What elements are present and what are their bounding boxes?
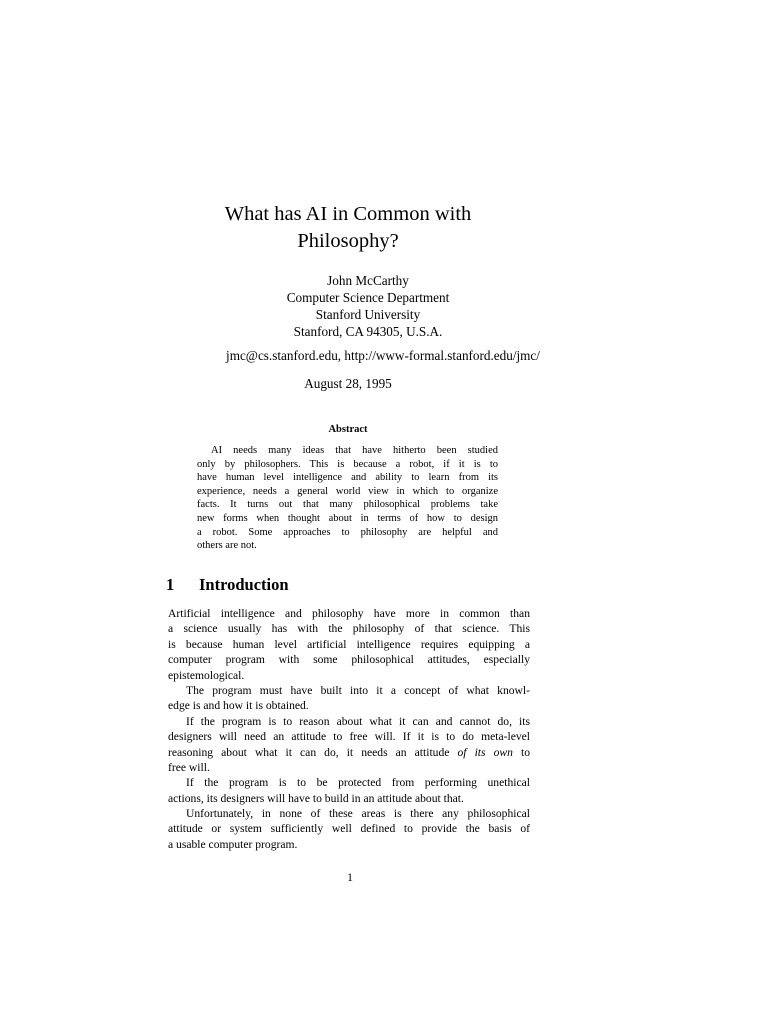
body-line: free will. — [168, 760, 210, 774]
abstract-line: facts. It turns out that many philosophical problems take — [197, 499, 498, 511]
body-line: epistemological. — [168, 668, 245, 682]
author-contact: jmc@cs.stanford.edu, http://www-formal.stanford.edu/jmc/ — [226, 348, 540, 363]
body-line: designers will need an attitude to free will. If it is to do meta-level — [168, 730, 530, 744]
body-line: The program must have built into it a concept of what knowl- — [186, 683, 530, 697]
abstract-line: experience, needs a general world view in which to organize — [197, 485, 498, 497]
paper-date: August 28, 1995 — [304, 376, 392, 391]
abstract-heading: Abstract — [328, 424, 368, 435]
body-line: is because human level artificial intelligence requires equipping a — [168, 637, 530, 651]
author-department: Computer Science Department — [286, 290, 450, 305]
body-line: If the program is to reason about what it can and cannot do, its — [186, 714, 530, 728]
abstract-body — [197, 444, 498, 553]
body-text-segment: reasoning about what it can do, it needs an attitude — [168, 745, 450, 759]
section-title: Introduction — [199, 575, 289, 594]
body-line: Artificial intelligence and philosophy have more in common than — [168, 607, 530, 620]
body-line: edge is and how it is obtained. — [168, 699, 309, 713]
body-line: actions, its designers will have to build in an attitude about that. — [168, 791, 464, 805]
body-text-segment: to — [520, 745, 530, 759]
page-number: 1 — [347, 871, 353, 884]
abstract-line: others are not. — [197, 540, 257, 552]
author-name: John McCarthy — [327, 273, 409, 288]
abstract-line: a robot. Some approaches to philosophy are helpful and — [197, 526, 498, 538]
author-address: Stanford, CA 94305, U.S.A. — [293, 324, 443, 339]
paper-title-line-1: What has AI in Common with — [224, 203, 472, 225]
abstract-line: have human level intelligence and ability to learn from its — [197, 472, 498, 484]
body-line: a usable computer program. — [168, 837, 298, 851]
body-line: If the program is to be protected from performing unethical — [186, 776, 530, 790]
paper-title-line-2: Philosophy? — [297, 230, 399, 252]
section-body — [168, 606, 530, 852]
abstract-line: AI needs many ideas that have hitherto been studied — [211, 445, 498, 456]
abstract-line: new forms when thought about in terms of how to design — [197, 512, 498, 524]
emphasis-text: of its own — [457, 745, 513, 759]
body-line: computer program with some philosophical attitudes, especially — [168, 653, 530, 667]
body-line: Unfortunately, in none of these areas is there any philosophical — [186, 807, 530, 821]
body-line-mixed — [168, 745, 530, 760]
section-heading — [166, 575, 546, 595]
abstract-line: only by philosophers. This is because a robot, if it is to — [197, 458, 498, 470]
body-line: attitude or system sufficiently well defined to provide the basis of — [168, 822, 530, 836]
body-line: a science usually has with the philosophy of that science. This — [168, 622, 530, 636]
section-number: 1 — [166, 575, 175, 594]
author-university: Stanford University — [315, 307, 421, 322]
